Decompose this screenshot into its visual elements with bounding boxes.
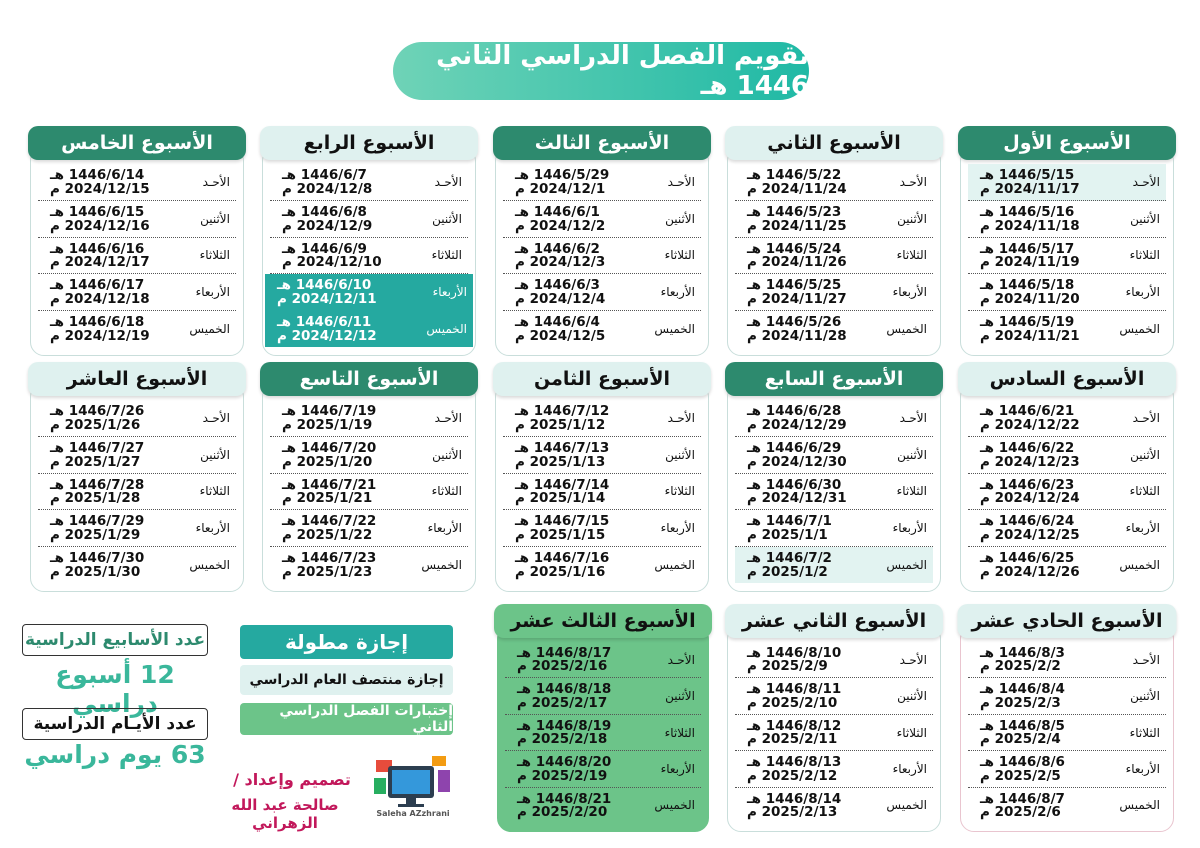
day-name: الخميس — [426, 322, 467, 337]
week-card-12 — [727, 610, 941, 832]
hijri-date: 1446/7/12 هـ — [515, 403, 610, 419]
day-name: الخميس — [654, 558, 695, 573]
day-row — [503, 547, 701, 583]
hijri-date: 1446/6/24 هـ — [980, 513, 1075, 530]
hijri-date: 1446/7/15 هـ — [515, 513, 610, 530]
hijri-date: 1446/6/3 هـ — [515, 277, 600, 294]
day-row — [503, 437, 701, 474]
day-row — [38, 474, 236, 511]
day-name: الأثنين — [665, 689, 695, 704]
gregorian-date: 2024/11/20 م — [980, 291, 1080, 308]
gregorian-date: 2025/2/4 م — [980, 731, 1061, 748]
week-card-1 — [960, 132, 1174, 356]
hijri-date: 1446/8/10 هـ — [747, 645, 842, 661]
gregorian-date: 2024/12/30 م — [747, 453, 847, 470]
day-name: الثلاثاء — [896, 484, 927, 499]
day-name: الثلاثاء — [1129, 725, 1160, 740]
day-name: الأثنين — [1130, 211, 1160, 226]
gregorian-date: 2024/11/21 م — [980, 327, 1080, 344]
hijri-date: 1446/7/21 هـ — [282, 476, 377, 493]
day-row — [38, 164, 236, 201]
hijri-date: 1446/6/4 هـ — [515, 314, 600, 331]
gregorian-date: 2024/12/18 م — [50, 291, 150, 308]
day-row — [503, 474, 701, 511]
hijri-date: 1446/8/3 هـ — [980, 645, 1065, 661]
gregorian-date: 2025/2/6 م — [980, 804, 1061, 821]
day-name: الأثنين — [897, 211, 927, 226]
day-row — [505, 678, 701, 714]
day-row — [968, 474, 1166, 511]
hijri-date: 1446/6/14 هـ — [50, 167, 145, 183]
hijri-date: 1446/7/30 هـ — [50, 550, 145, 567]
gregorian-date: 2025/2/13 م — [747, 804, 838, 821]
day-name: الثلاثاء — [664, 248, 695, 263]
day-row — [503, 510, 701, 547]
gregorian-date: 2025/1/27 م — [50, 453, 141, 470]
hijri-date: 1446/7/26 هـ — [50, 403, 145, 419]
day-name: الخميس — [886, 558, 927, 573]
day-row — [265, 311, 473, 347]
day-row — [735, 678, 933, 714]
logo-text: Saleha AZzhrani — [376, 809, 450, 818]
hijri-date: 1446/8/20 هـ — [517, 754, 612, 771]
hijri-date: 1446/6/25 هـ — [980, 550, 1075, 567]
credit-line-1: تصميم وإعداد / — [233, 770, 351, 789]
week-card-8 — [495, 368, 709, 592]
day-name: الأربعاء — [892, 521, 927, 536]
day-name: الخميس — [654, 322, 695, 337]
gregorian-date: 2024/12/15 م — [50, 180, 150, 197]
week-title: الأسبوع الحادي عشر — [958, 604, 1177, 638]
day-row — [968, 547, 1166, 583]
week-title: الأسبوع الثامن — [493, 362, 711, 396]
gregorian-date: 2025/2/12 م — [747, 767, 838, 784]
gregorian-date: 2025/1/1 م — [747, 527, 828, 544]
gregorian-date: 2024/12/16 م — [50, 217, 150, 234]
gregorian-date: 2024/12/4 م — [515, 291, 606, 308]
gregorian-date: 2024/12/17 م — [50, 254, 150, 271]
day-name: الخميس — [886, 798, 927, 813]
hijri-date: 1446/5/18 هـ — [980, 277, 1075, 294]
day-name: الأثنين — [897, 689, 927, 704]
day-name: الأثنين — [200, 447, 230, 462]
gregorian-date: 2025/1/16 م — [515, 563, 606, 580]
day-name: الأحـد — [434, 410, 462, 425]
week-title: الأسبوع الرابع — [260, 126, 478, 160]
day-row — [735, 642, 933, 678]
day-name: الخميس — [1119, 558, 1160, 573]
week-title: الأسبوع السابع — [725, 362, 943, 396]
gregorian-date: 2024/11/17 م — [980, 180, 1080, 197]
day-row — [505, 642, 701, 678]
day-row — [38, 437, 236, 474]
day-row — [735, 311, 933, 347]
week-title: الأسبوع الثاني عشر — [725, 604, 943, 638]
hijri-date: 1446/7/2 هـ — [747, 550, 832, 567]
week-title: الأسبوع السادس — [958, 362, 1176, 396]
day-row — [270, 510, 468, 547]
week-title: الأسبوع الأول — [958, 126, 1176, 160]
day-name: الأربعاء — [427, 521, 462, 536]
gregorian-date: 2025/2/19 م — [517, 767, 608, 784]
day-name: الأثنين — [1130, 689, 1160, 704]
gregorian-date: 2025/1/14 م — [515, 490, 606, 507]
credit-line-2: صالحة عبد الله الزهراني — [231, 796, 339, 832]
day-name: الأربعاء — [1125, 521, 1160, 536]
legend-midyear-holiday: إجازة منتصف العام الدراسي — [240, 665, 453, 695]
weeks-count-value: 12 أسبوع دراسي — [55, 660, 175, 718]
day-row — [735, 238, 933, 275]
day-row — [735, 751, 933, 787]
hijri-date: 1446/8/14 هـ — [747, 790, 842, 807]
day-name: الأثنين — [1130, 447, 1160, 462]
day-row — [968, 751, 1166, 787]
week-card-3 — [495, 132, 709, 356]
gregorian-date: 2025/1/30 م — [50, 563, 141, 580]
gregorian-date: 2025/1/12 م — [515, 416, 606, 433]
gregorian-date: 2024/12/9 م — [282, 217, 373, 234]
gregorian-date: 2024/12/26 م — [980, 563, 1080, 580]
gregorian-date: 2024/11/25 م — [747, 217, 847, 234]
hijri-date: 1446/6/30 هـ — [747, 476, 842, 493]
hijri-date: 1446/8/18 هـ — [517, 681, 612, 698]
hijri-date: 1446/7/1 هـ — [747, 513, 832, 530]
day-name: الأحـد — [899, 174, 927, 189]
day-row — [968, 238, 1166, 275]
day-name: الثلاثاء — [664, 725, 695, 740]
gregorian-date: 2025/1/23 م — [282, 563, 373, 580]
day-name: الثلاثاء — [431, 248, 462, 263]
day-row — [270, 474, 468, 511]
week-card-11 — [960, 610, 1174, 832]
day-row — [968, 678, 1166, 714]
gregorian-date: 2025/2/9 م — [747, 658, 828, 675]
day-row — [270, 164, 468, 201]
hijri-date: 1446/5/16 هـ — [980, 203, 1075, 220]
hijri-date: 1446/5/26 هـ — [747, 314, 842, 331]
day-name: الأربعاء — [660, 521, 695, 536]
day-name: الأحـد — [667, 174, 695, 189]
gregorian-date: 2025/1/22 م — [282, 527, 373, 544]
day-row — [735, 400, 933, 437]
day-name: الثلاثاء — [896, 725, 927, 740]
week-title: الأسبوع العاشر — [28, 362, 246, 396]
hijri-date: 1446/5/19 هـ — [980, 314, 1075, 331]
day-name: الأربعاء — [1125, 285, 1160, 300]
gregorian-date: 2024/12/2 م — [515, 217, 606, 234]
day-name: الأربعاء — [660, 761, 695, 776]
day-name: الأحـد — [899, 652, 927, 667]
gregorian-date: 2025/2/2 م — [980, 658, 1061, 675]
gregorian-date: 2024/12/3 م — [515, 254, 606, 271]
gregorian-date: 2024/12/19 م — [50, 327, 150, 344]
week-title: الأسبوع التاسع — [260, 362, 478, 396]
day-name: الأحـد — [899, 410, 927, 425]
day-row — [38, 274, 236, 311]
gregorian-date: 2024/12/25 م — [980, 527, 1080, 544]
gregorian-date: 2024/11/19 م — [980, 254, 1080, 271]
day-row — [38, 201, 236, 238]
day-row — [735, 547, 933, 583]
day-row — [968, 274, 1166, 311]
hijri-date: 1446/7/23 هـ — [282, 550, 377, 567]
week-card-2 — [727, 132, 941, 356]
day-row — [503, 311, 701, 347]
page-title: تقويم الفصل الدراسي الثاني 1446 هـ — [393, 42, 809, 100]
hijri-date: 1446/7/20 هـ — [282, 439, 377, 456]
week-card-4 — [262, 132, 476, 356]
hijri-date: 1446/6/29 هـ — [747, 439, 842, 456]
gregorian-date: 2025/1/13 م — [515, 453, 606, 470]
day-row — [968, 164, 1166, 201]
gregorian-date: 2024/12/23 م — [980, 453, 1080, 470]
week-title: الأسبوع الخامس — [28, 126, 246, 160]
hijri-date: 1446/6/28 هـ — [747, 403, 842, 419]
week-card-13 — [497, 610, 709, 832]
day-name: الثلاثاء — [1129, 484, 1160, 499]
day-row — [968, 437, 1166, 474]
hijri-date: 1446/7/27 هـ — [50, 439, 145, 456]
day-row — [735, 201, 933, 238]
week-card-9 — [262, 368, 476, 592]
hijri-date: 1446/6/9 هـ — [282, 240, 367, 257]
day-row — [503, 238, 701, 275]
hijri-date: 1446/5/24 هـ — [747, 240, 842, 257]
gregorian-date: 2024/12/29 م — [747, 416, 847, 433]
day-name: الأثنين — [200, 211, 230, 226]
day-name: الأربعاء — [432, 285, 467, 300]
day-name: الثلاثاء — [199, 484, 230, 499]
day-row — [735, 788, 933, 823]
hijri-date: 1446/7/22 هـ — [282, 513, 377, 530]
day-name: الخميس — [189, 558, 230, 573]
day-row — [270, 547, 468, 583]
day-row — [735, 474, 933, 511]
gregorian-date: 2024/11/26 م — [747, 254, 847, 271]
day-name: الأربعاء — [892, 761, 927, 776]
day-row — [38, 238, 236, 275]
gregorian-date: 2025/1/21 م — [282, 490, 373, 507]
hijri-date: 1446/6/21 هـ — [980, 403, 1075, 419]
hijri-date: 1446/8/6 هـ — [980, 754, 1065, 771]
day-name: الأربعاء — [1125, 761, 1160, 776]
gregorian-date: 2024/12/8 م — [282, 180, 373, 197]
hijri-date: 1446/5/17 هـ — [980, 240, 1075, 257]
day-name: الخميس — [1119, 322, 1160, 337]
day-row — [735, 437, 933, 474]
hijri-date: 1446/8/13 هـ — [747, 754, 842, 771]
gregorian-date: 2024/12/31 م — [747, 490, 847, 507]
hijri-date: 1446/8/12 هـ — [747, 717, 842, 734]
day-name: الخميس — [421, 558, 462, 573]
gregorian-date: 2025/2/10 م — [747, 694, 838, 711]
hijri-date: 1446/6/22 هـ — [980, 439, 1075, 456]
gregorian-date: 2025/1/2 م — [747, 563, 828, 580]
hijri-date: 1446/5/23 هـ — [747, 203, 842, 220]
gregorian-date: 2025/2/11 م — [747, 731, 838, 748]
day-name: الثلاثاء — [896, 248, 927, 263]
day-row — [968, 642, 1166, 678]
day-name: الأثنين — [897, 447, 927, 462]
gregorian-date: 2024/11/24 م — [747, 180, 847, 197]
hijri-date: 1446/6/10 هـ — [277, 277, 372, 294]
day-row — [968, 201, 1166, 238]
hijri-date: 1446/8/5 هـ — [980, 717, 1065, 734]
day-row — [968, 400, 1166, 437]
week-title: الأسبوع الثالث — [493, 126, 711, 160]
day-row — [735, 164, 933, 201]
day-row — [270, 400, 468, 437]
gregorian-date: 2025/2/17 م — [517, 694, 608, 711]
legend-long-holiday: إجازة مطولة — [240, 625, 453, 659]
day-name: الخميس — [654, 798, 695, 813]
weeks-count-label: عدد الأسابيع الدراسية — [22, 624, 208, 656]
gregorian-date: 2025/2/5 م — [980, 767, 1061, 784]
hijri-date: 1446/7/14 هـ — [515, 476, 610, 493]
day-row — [503, 201, 701, 238]
gregorian-date: 2025/2/20 م — [517, 804, 608, 821]
day-row — [968, 788, 1166, 823]
day-name: الخميس — [886, 322, 927, 337]
day-name: الأربعاء — [660, 285, 695, 300]
day-row — [968, 715, 1166, 751]
hijri-date: 1446/5/25 هـ — [747, 277, 842, 294]
gregorian-date: 2024/12/5 م — [515, 327, 606, 344]
gregorian-date: 2024/12/22 م — [980, 416, 1080, 433]
hijri-date: 1446/8/21 هـ — [517, 790, 612, 807]
gregorian-date: 2024/11/18 م — [980, 217, 1080, 234]
gregorian-date: 2025/2/18 م — [517, 731, 608, 748]
day-name: الثلاثاء — [199, 248, 230, 263]
gregorian-date: 2025/1/26 م — [50, 416, 141, 433]
hijri-date: 1446/7/13 هـ — [515, 439, 610, 456]
day-row — [265, 274, 473, 311]
hijri-date: 1446/5/22 هـ — [747, 167, 842, 183]
hijri-date: 1446/6/15 هـ — [50, 203, 145, 220]
day-name: الأثنين — [665, 447, 695, 462]
days-count-label: عدد الأيـام الدراسية — [22, 708, 208, 740]
gregorian-date: 2025/1/19 م — [282, 416, 373, 433]
day-name: الأثنين — [432, 447, 462, 462]
day-name: الأحـد — [1132, 410, 1160, 425]
gregorian-date: 2024/12/24 م — [980, 490, 1080, 507]
week-card-7 — [727, 368, 941, 592]
gregorian-date: 2025/2/3 م — [980, 694, 1061, 711]
day-row — [270, 238, 468, 275]
hijri-date: 1446/6/17 هـ — [50, 277, 145, 294]
hijri-date: 1446/7/29 هـ — [50, 513, 145, 530]
day-name: الخميس — [1119, 798, 1160, 813]
week-title: الأسبوع الثالث عشر — [494, 604, 712, 638]
gregorian-date: 2025/2/16 م — [517, 658, 608, 675]
gregorian-date: 2024/11/27 م — [747, 291, 847, 308]
day-name: الأحـد — [667, 410, 695, 425]
day-row — [503, 164, 701, 201]
hijri-date: 1446/8/17 هـ — [517, 645, 612, 661]
day-row — [968, 311, 1166, 347]
hijri-date: 1446/6/11 هـ — [277, 314, 372, 331]
hijri-date: 1446/8/7 هـ — [980, 790, 1065, 807]
gregorian-date: 2024/12/1 م — [515, 180, 606, 197]
hijri-date: 1446/6/16 هـ — [50, 240, 145, 257]
day-name: الثلاثاء — [664, 484, 695, 499]
day-row — [735, 274, 933, 311]
hijri-date: 1446/5/15 هـ — [980, 167, 1075, 183]
day-name: الخميس — [189, 322, 230, 337]
day-name: الأحـد — [1132, 174, 1160, 189]
week-card-5 — [30, 132, 244, 356]
gregorian-date: 2024/12/10 م — [282, 254, 382, 271]
hijri-date: 1446/6/18 هـ — [50, 314, 145, 331]
hijri-date: 1446/5/29 هـ — [515, 167, 610, 183]
hijri-date: 1446/6/2 هـ — [515, 240, 600, 257]
gregorian-date: 2024/12/11 م — [277, 291, 377, 308]
days-count-value: 63 يوم دراسي — [24, 740, 206, 769]
hijri-date: 1446/7/16 هـ — [515, 550, 610, 567]
gregorian-date: 2025/1/15 م — [515, 527, 606, 544]
day-name: الأحـد — [202, 410, 230, 425]
day-row — [270, 437, 468, 474]
day-name: الأثنين — [432, 211, 462, 226]
week-card-6 — [960, 368, 1174, 592]
week-title: الأسبوع الثاني — [725, 126, 943, 160]
day-name: الأربعاء — [195, 521, 230, 536]
designer-logo — [372, 752, 454, 824]
day-row — [38, 547, 236, 583]
day-name: الثلاثاء — [431, 484, 462, 499]
day-row — [38, 510, 236, 547]
legend-exams: إختبارات الفصل الدراسي الثاني — [240, 703, 453, 735]
day-name: الأحـد — [202, 174, 230, 189]
hijri-date: 1446/7/28 هـ — [50, 476, 145, 493]
day-row — [38, 311, 236, 347]
day-row — [968, 510, 1166, 547]
hijri-date: 1446/8/4 هـ — [980, 681, 1065, 698]
day-name: الأثنين — [665, 211, 695, 226]
hijri-date: 1446/8/11 هـ — [747, 681, 842, 698]
gregorian-date: 2024/12/12 م — [277, 327, 377, 344]
hijri-date: 1446/7/19 هـ — [282, 403, 377, 419]
day-row — [735, 510, 933, 547]
day-row — [38, 400, 236, 437]
gregorian-date: 2025/1/28 م — [50, 490, 141, 507]
day-row — [735, 715, 933, 751]
hijri-date: 1446/6/23 هـ — [980, 476, 1075, 493]
day-row — [503, 274, 701, 311]
week-card-10 — [30, 368, 244, 592]
hijri-date: 1446/6/1 هـ — [515, 203, 600, 220]
day-row — [270, 201, 468, 238]
day-name: الأربعاء — [195, 285, 230, 300]
day-name: الأربعاء — [892, 285, 927, 300]
day-row — [505, 751, 701, 787]
gregorian-date: 2025/1/20 م — [282, 453, 373, 470]
day-name: الأحـد — [667, 652, 695, 667]
day-row — [505, 715, 701, 751]
day-name: الأحـد — [434, 174, 462, 189]
day-name: الثلاثاء — [1129, 248, 1160, 263]
day-row — [503, 400, 701, 437]
gregorian-date: 2024/11/28 م — [747, 327, 847, 344]
day-name: الأحـد — [1132, 652, 1160, 667]
gregorian-date: 2025/1/29 م — [50, 527, 141, 544]
hijri-date: 1446/8/19 هـ — [517, 717, 612, 734]
day-row — [505, 788, 701, 823]
hijri-date: 1446/6/8 هـ — [282, 203, 367, 220]
hijri-date: 1446/6/7 هـ — [282, 167, 367, 183]
